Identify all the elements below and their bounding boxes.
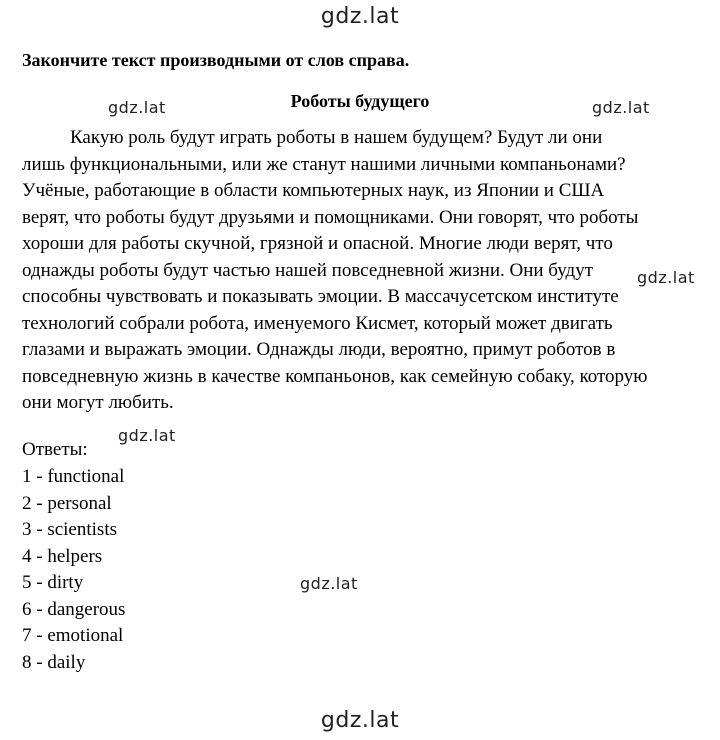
watermark-answers: gdz.lat xyxy=(118,426,176,445)
body-line: они могут любить. xyxy=(22,392,174,413)
body-line: Какую роль будут играть роботы в нашем будущем? Будут ли они xyxy=(70,127,603,148)
watermark-bottom: gdz.lat xyxy=(320,708,400,733)
answer-item: 3 - scientists xyxy=(22,519,117,540)
body-line: Учёные, работающие в области компьютерных наук, из Японии и США xyxy=(22,180,605,201)
body-line: верят, что роботы будут друзьями и помощниками. Они говорят, что роботы xyxy=(22,206,639,228)
watermark-left: gdz.lat xyxy=(108,98,166,117)
text-title: Роботы будущего xyxy=(290,91,430,111)
answers-label: Ответы: xyxy=(22,439,88,460)
answer-item: 4 - helpers xyxy=(22,545,103,567)
watermark-right: gdz.lat xyxy=(592,98,650,117)
answer-item: 8 - daily xyxy=(22,651,86,673)
answer-item: 1 - functional xyxy=(22,466,125,487)
body-line: лишь функциональными, или же станут нашими личными компаньонами? xyxy=(22,153,626,175)
body-line: технологий собрали робота, именуемого Кисмет, который может двигать xyxy=(22,312,613,334)
body-paragraph xyxy=(22,125,702,417)
body-line: способны чувствовать и показывать эмоции. В массачусетском институте xyxy=(22,286,619,307)
answer-item: 6 - dangerous xyxy=(22,598,126,620)
answer-item: 2 - personal xyxy=(22,492,112,514)
body-line: повседневную жизнь в качестве компаньонов, как семейную собаку, которую xyxy=(22,365,648,387)
answer-item: 7 - emotional xyxy=(22,625,124,646)
body-line: однажды роботы будут частью нашей повседневной жизни. Они будут xyxy=(22,259,594,281)
watermark-mid-right: gdz.lat xyxy=(637,268,695,287)
answer-item: 5 - dirty xyxy=(22,572,84,593)
watermark-center: gdz.lat xyxy=(300,574,358,593)
body-line: глазами и выражать эмоции. Однажды люди, вероятно, примут роботов в xyxy=(22,339,616,360)
task-instruction: Закончите текст производными от слов справа. xyxy=(22,50,410,70)
watermark-top: gdz.lat xyxy=(320,4,400,29)
answers-list xyxy=(22,464,125,676)
body-line: хороши для работы скучной, грязной и опасной. Многие люди верят, что xyxy=(22,233,613,254)
